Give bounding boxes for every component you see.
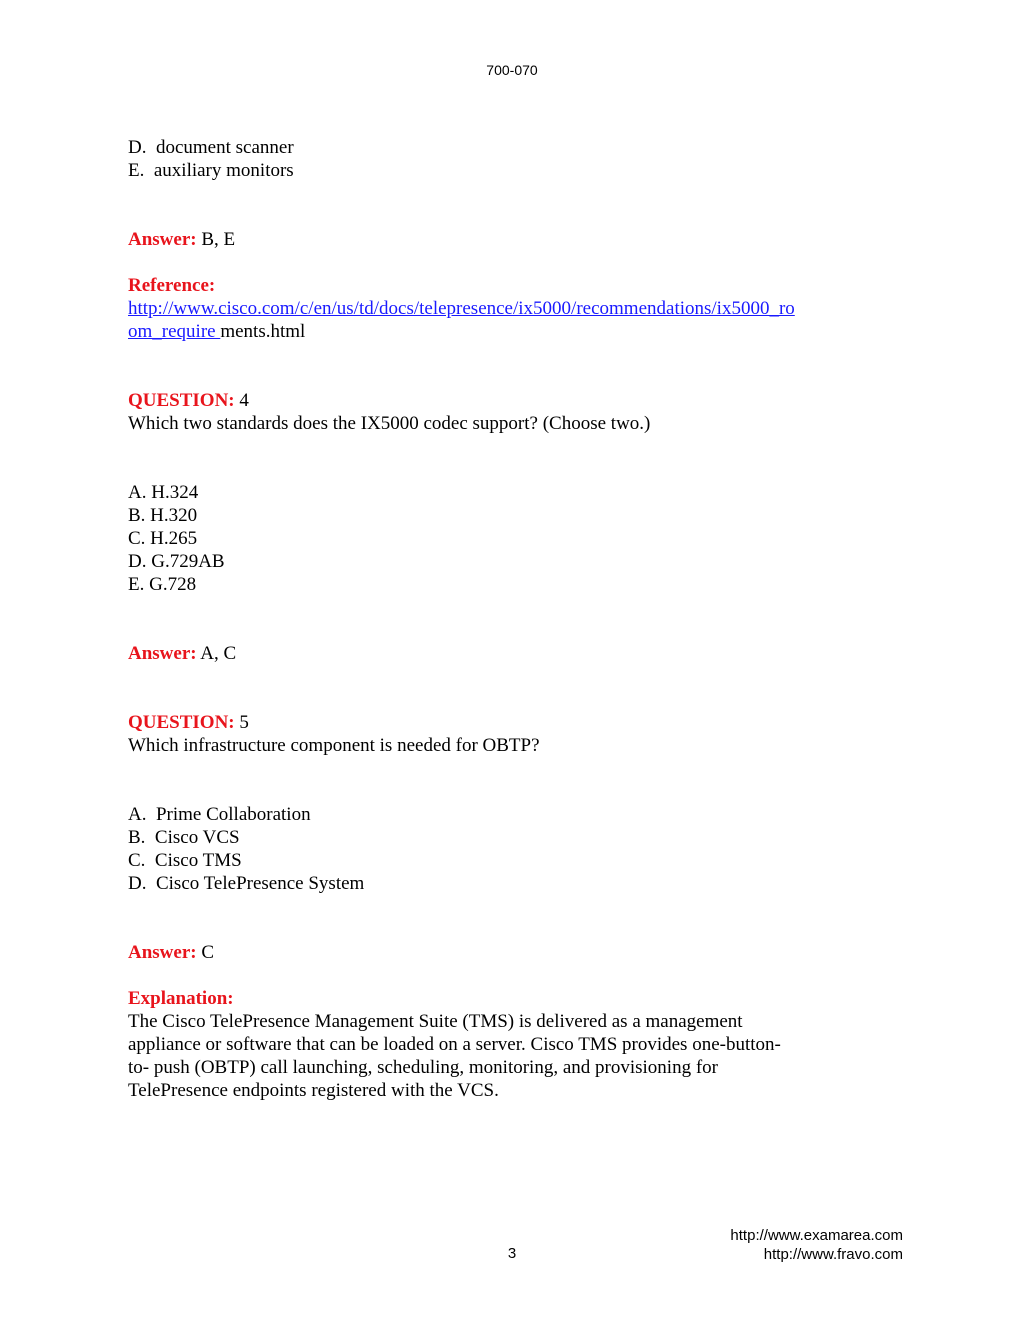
answer-value: C [196, 942, 215, 963]
explanation-line: appliance or software that can be loaded on a server. Cisco TMS provides one-button- [128, 1034, 781, 1055]
answer-line [128, 228, 848, 251]
question-heading [128, 711, 848, 734]
question-number: 4 [234, 390, 249, 411]
option-d: D. G.729AB [128, 551, 225, 572]
option-c: C. H.265 [128, 528, 198, 549]
option-a: A. H.324 [128, 482, 199, 503]
explanation-label: Explanation: [128, 988, 234, 1009]
page-header-code: 700-070 [486, 62, 538, 78]
document-body [128, 136, 848, 1102]
answer-label: Answer: [128, 229, 197, 250]
footer-link-examarea[interactable]: http://www.examarea.com [730, 1227, 903, 1244]
explanation-line: to- push (OBTP) call launching, scheduling, monitoring, and provisioning for [128, 1057, 718, 1078]
question-label: QUESTION: [128, 712, 235, 733]
explanation-line: TelePresence endpoints registered with the VCS. [128, 1080, 499, 1101]
answer-value: B, E [196, 229, 236, 250]
option-d: D. Cisco TelePresence System [128, 873, 365, 894]
option-b: B. H.320 [128, 505, 198, 526]
question-text: Which two standards does the IX5000 codec support? (Choose two.) [128, 413, 651, 434]
reference-tail: ments.html [220, 321, 306, 342]
option-d: D. document scanner [128, 137, 294, 158]
answer-label: Answer: [128, 942, 197, 963]
question-number: 5 [234, 712, 249, 733]
reference-label: Reference: [128, 275, 216, 296]
option-a: A. Prime Collaboration [128, 804, 311, 825]
option-c: C. Cisco TMS [128, 850, 242, 871]
answer-value: A, C [196, 643, 237, 664]
page-number: 3 [507, 1245, 517, 1262]
answer-line [128, 941, 848, 964]
option-e: E. G.728 [128, 574, 197, 595]
option-b: B. Cisco VCS [128, 827, 240, 848]
option-e: E. auxiliary monitors [128, 160, 294, 181]
question-label: QUESTION: [128, 390, 235, 411]
reference-link[interactable]: http://www.cisco.com/c/en/us/td/docs/telepresence/ix5000/recommendations/ix5000_ro [128, 298, 795, 319]
footer-link-fravo[interactable]: http://www.fravo.com [763, 1246, 903, 1263]
question-text: Which infrastructure component is needed for OBTP? [128, 735, 540, 756]
question-heading [128, 389, 848, 412]
reference-link-continued[interactable]: om_require [128, 321, 221, 342]
explanation-line: The Cisco TelePresence Management Suite (TMS) is delivered as a management [128, 1011, 743, 1032]
answer-label: Answer: [128, 643, 197, 664]
answer-line [128, 642, 848, 665]
